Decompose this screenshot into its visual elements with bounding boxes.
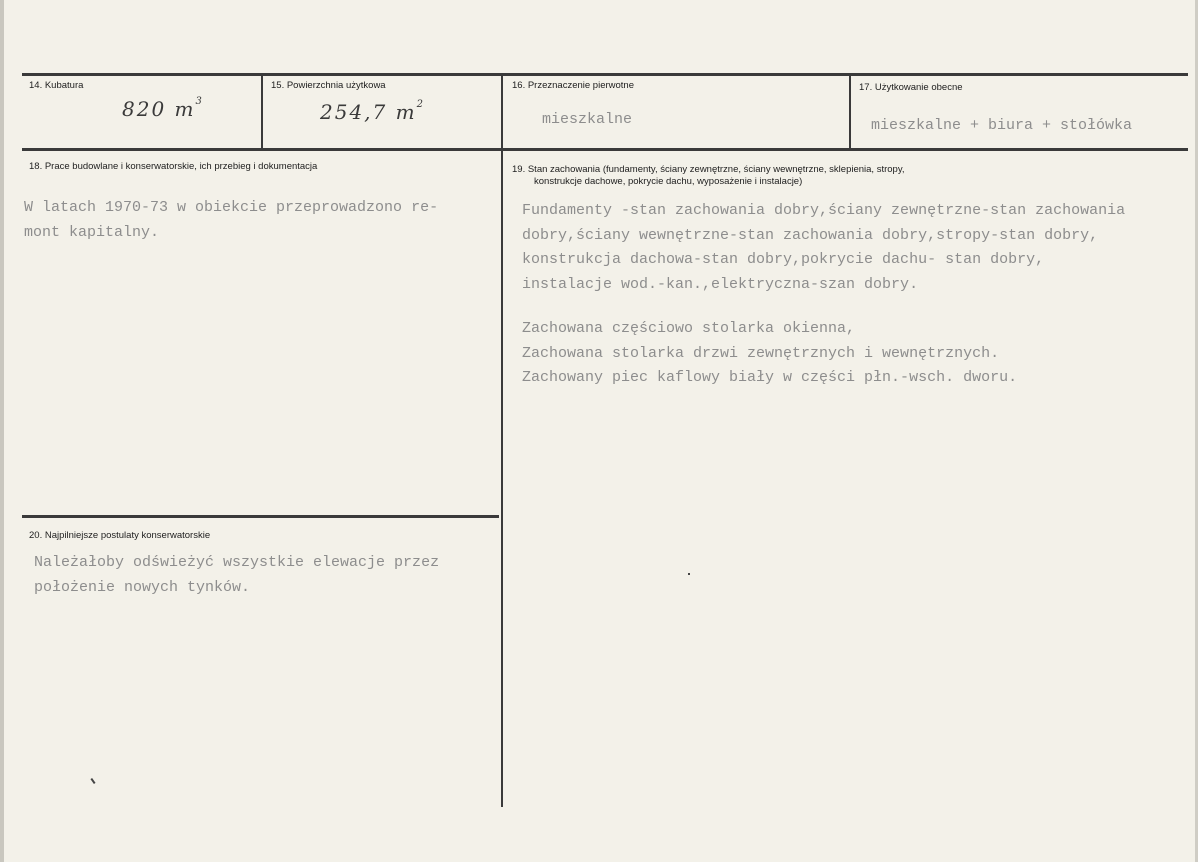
field-15-value — [320, 99, 423, 124]
field-20-line: położenie nowych tynków. — [34, 578, 251, 596]
field-14-value-text: 820 m — [122, 97, 196, 121]
top-rule — [22, 73, 1188, 76]
field-19-line: instalacje wod.-kan.,elektryczna-szan dobry. — [522, 275, 919, 293]
field-20-line: Należałoby odświeżyć wszystkie elewacje przez — [34, 554, 440, 571]
field-18-text — [24, 196, 438, 245]
field-19-line: Fundamenty -stan zachowania dobry,ściany zewnętrzne-stan zachowania — [522, 202, 1126, 219]
field-15-value-text: 254,7 m — [320, 100, 417, 124]
field-17-label: 17. Użytkowanie obecne — [859, 82, 963, 93]
field-18-line: W latach 1970-73 w obiekcie przeprowadzono re- — [24, 199, 439, 216]
divider-14-15 — [261, 74, 263, 149]
field-19-line: dobry,ściany wewnętrzne-stan zachowania dobry,stropy-stan dobry, — [522, 226, 1099, 244]
field-15-unit-exponent: 2 — [416, 99, 423, 110]
field-19-line: Zachowana częściowo stolarka okienna, — [522, 320, 856, 337]
field-17-value: mieszkalne + biura + stołówka — [871, 117, 1133, 134]
field-16-value: mieszkalne — [542, 111, 633, 128]
divider-16-17 — [849, 74, 851, 149]
field-20-text — [34, 551, 439, 600]
field-19-label-line-1: 19. Stan zachowania (fundamenty, ściany zewnętrzne, ściany wewnętrzne, sklepienia, stropy, — [512, 164, 905, 175]
field-18-label: 18. Prace budowlane i konserwatorskie, ich przebieg i dokumentacja — [29, 161, 318, 172]
divider-15-16 — [501, 74, 503, 807]
field-18-line: mont kapitalny. — [24, 223, 160, 241]
field-19-paragraph-2 — [522, 317, 1017, 391]
ink-mark — [90, 778, 95, 784]
field-19-line: Zachowany piec kaflowy biały w części płn.-wsch. dworu. — [522, 369, 1018, 386]
field-19-line: konstrukcja dachowa-stan dobry,pokrycie dachu- stan dobry, — [522, 251, 1045, 268]
field-20-label: 20. Najpilniejsze postulaty konserwatorskie — [29, 530, 211, 541]
row1-bottom-rule — [22, 148, 1188, 151]
field-19-label-line-2: konstrukcje dachowe, pokrycie dachu, wyposażenie i instalacje) — [534, 176, 803, 187]
field-15-label: 15. Powierzchnia użytkowa — [271, 80, 386, 91]
field-19-line: Zachowana stolarka drzwi zewnętrznych i wewnętrznych. — [522, 344, 1000, 362]
field-16-label: 16. Przeznaczenie pierwotne — [512, 80, 634, 91]
field-14-value — [122, 96, 202, 121]
ink-dot — [688, 573, 690, 575]
field-14-label: 14. Kubatura — [29, 80, 84, 91]
field-14-unit-exponent: 3 — [195, 96, 202, 107]
field-19-paragraph-1 — [522, 199, 1125, 297]
section20-top-rule — [22, 515, 499, 518]
